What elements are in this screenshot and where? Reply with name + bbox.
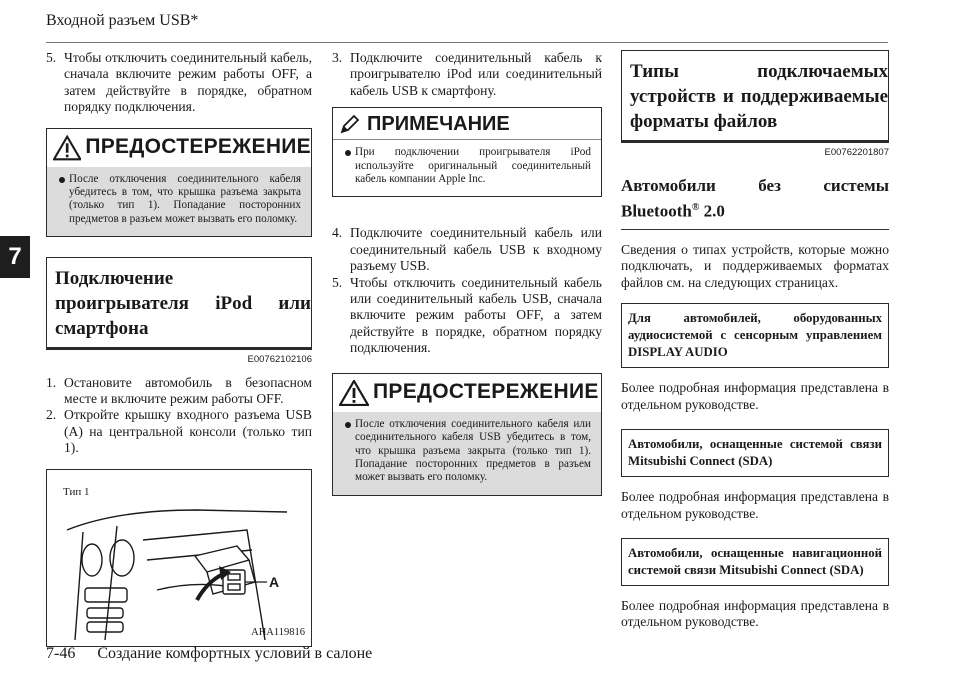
step-item xyxy=(332,275,602,357)
info-paragraph: Более подробная информация представлена в отдельном руководстве. xyxy=(621,597,889,630)
step-text: Чтобы отключить соединительный кабель или соединительный кабель USB, сначала включите режим работы OFF, а затем действуйте в порядке, обратном порядку подключения. xyxy=(350,274,602,356)
caution-box xyxy=(332,373,602,496)
caution-header xyxy=(333,374,601,412)
section-heading-file-formats: Типы подключаемых устройств и поддерживаемые форматы файлов xyxy=(621,50,889,143)
step-number: 5. xyxy=(46,50,57,65)
caution-text: После отключения соединительного кабеля или соединительного кабеля USB убедитесь в том, что крышка разъема закрыта (только тип 1). Попадание посторонних предметов в разъем может вызвать его поломку. xyxy=(343,418,591,485)
step-text: Подключите соединительный кабель к проигрывателю iPod или соединительный кабель USB к смартфону. xyxy=(350,50,602,98)
caution-box xyxy=(46,128,312,238)
note-header xyxy=(333,108,601,140)
callout-label: A xyxy=(269,573,280,590)
column-right xyxy=(621,50,889,631)
step-item xyxy=(46,50,312,116)
page-header-title: Входной разъем USB* xyxy=(46,12,199,29)
step-text: Чтобы отключить соединительный кабель, сначала включите режим работы OFF, а затем действуйте в порядке, обратном порядку подключения. xyxy=(64,50,312,115)
caution-text: После отключения соединительного кабеля убедитесь в том, что крышка разъема закрыта (только тип 1). Попадание посторонних предметов в разъем может вызвать его поломку. xyxy=(57,173,301,227)
intro-paragraph: Сведения о типах устройств, которые можно подключать, и поддерживаемых форматах файлов см. на следующих страницах. xyxy=(621,242,889,290)
usb-console-figure xyxy=(46,469,312,647)
caution-body xyxy=(333,412,601,495)
page-number: 7-46 xyxy=(46,645,76,662)
subheading-no-bluetooth xyxy=(621,175,889,230)
info-box-sda: Автомобили, оснащенные системой связи Mitsubishi Connect (SDA) xyxy=(621,429,889,477)
subheading-text: Автомобили без системы Bluetooth xyxy=(621,176,889,222)
info-box-display-audio: Для автомобилей, оборудованных аудиосистемой с сенсорным управлением DISPLAY AUDIO xyxy=(621,303,889,368)
step-number: 2. xyxy=(46,407,57,423)
step-item xyxy=(46,375,312,408)
info-paragraph: Более подробная информация представлена в отдельном руководстве. xyxy=(621,489,889,521)
note-box xyxy=(332,107,602,197)
section-code: E00762201807 xyxy=(824,147,889,158)
caution-body xyxy=(47,167,311,237)
step-text: Остановите автомобиль в безопасном месте и включите режим работы OFF. xyxy=(64,374,312,407)
page-footer xyxy=(46,645,372,663)
step-text: Откройте крышку входного разъема USB (A) на центральной консоли (только тип 1). xyxy=(64,407,312,456)
footer-chapter-title: Создание комфортных условий в салоне xyxy=(97,645,373,662)
warning-triangle-icon xyxy=(339,380,369,406)
step-text: Подключите соединительный кабель или соединительный кабель USB к входному разъему USB. xyxy=(350,225,602,274)
column-left xyxy=(46,50,312,647)
header-divider xyxy=(46,42,888,43)
column-middle xyxy=(332,50,602,496)
note-text: При подключении проигрывателя iPod используйте оригинальный соединительный кабель компании Apple Inc. xyxy=(343,146,591,186)
caution-title: ПРЕДОСТЕРЕЖЕНИЕ xyxy=(85,135,311,159)
info-box-nav-sda: Автомобили, оснащенные навигационной системой связи Mitsubishi Connect (SDA) xyxy=(621,538,889,586)
info-paragraph: Более подробная информация представлена в отдельном руководстве. xyxy=(621,380,889,412)
step-item xyxy=(332,225,602,274)
step-number: 1. xyxy=(46,374,57,390)
warning-triangle-icon xyxy=(53,135,81,161)
step-number: 5. xyxy=(332,274,343,290)
caution-title: ПРЕДОСТЕРЕЖЕНИЕ xyxy=(373,380,599,404)
pencil-note-icon xyxy=(339,113,361,135)
figure-code: AHA119816 xyxy=(251,627,305,639)
section-heading-ipod: Подключение проигрывателя iPod или смартфона xyxy=(46,257,312,350)
section-code: E00762102106 xyxy=(247,354,312,366)
step-number: 3. xyxy=(332,50,343,65)
note-title: ПРИМЕЧАНИЕ xyxy=(367,112,510,135)
step-item xyxy=(332,50,602,99)
step-number: 4. xyxy=(332,225,343,241)
subheading-sup: ® xyxy=(691,202,700,214)
caution-header xyxy=(47,129,311,167)
subheading-suffix: 2.0 xyxy=(699,202,725,222)
figure-type-label: Тип 1 xyxy=(63,485,90,498)
step-item xyxy=(46,407,312,456)
chapter-tab: 7 xyxy=(0,236,30,278)
note-body xyxy=(333,140,601,196)
